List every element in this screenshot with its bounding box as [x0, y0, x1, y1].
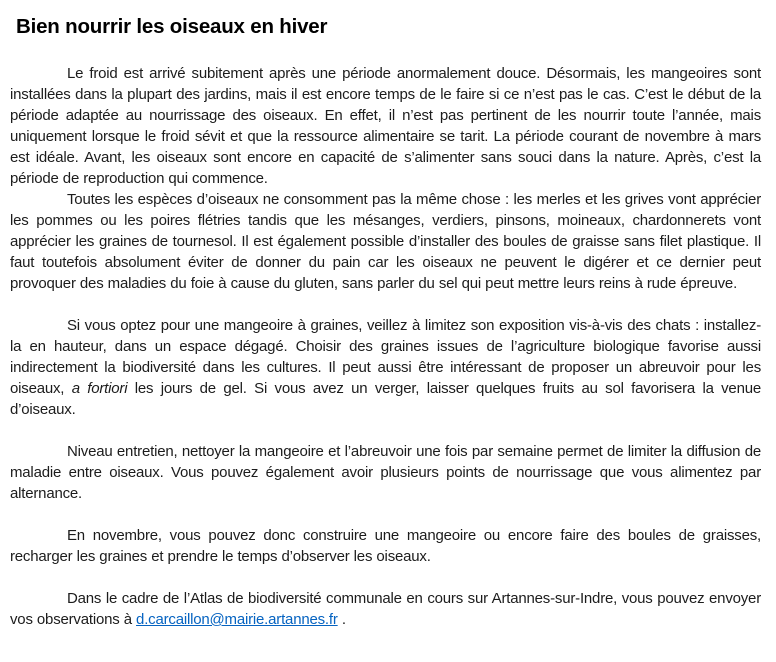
- paragraph-text: Si vous optez pour une mangeoire à graines, veillez à limitez son exposition vis-à-vis des chats : installez-la en hauteur, dans un espace dégagé. Choisir des graines issues de l’agriculture biologique favorise aussi indirectement la biodiversité dans les cultures. Il peut aussi être intéressant de proposer un abreuvoir pour les oiseaux,: [10, 317, 761, 397]
- page-title: Bien nourrir les oiseaux en hiver: [16, 15, 328, 38]
- paragraph: [10, 525, 761, 567]
- paragraph-text: Toutes les espèces d’oiseaux ne consomment pas la même chose : les merles et les grives vont apprécier les pommes ou les poires flétries tandis que les mésanges, verdiers, pinsons, moineaux, chardonnerets vont apprécier les graines de tournesol. Il est également possible d’installer des boules de graisse sans filet plastique. Il faut toutefois absolument éviter de donner du pain car les oiseaux ne peuvent le digérer et ce dernier peut provoquer des maladies du foie à cause du gluten, sans parler du sel qui peut mettre leurs reins à rude épreuve.: [10, 191, 761, 292]
- paragraph-text: Niveau entretien, nettoyer la mangeoire et l’abreuvoir une fois par semaine permet de limiter la diffusion de maladie entre oiseaux. Vous pouvez également avoir plusieurs points de nourrissage que vous alimentez par alternance.: [10, 443, 761, 502]
- paragraph: [10, 441, 761, 504]
- italic-text: a fortiori: [71, 380, 128, 397]
- paragraph-text: .: [337, 611, 346, 628]
- paragraph-text: Le froid est arrivé subitement après une période anormalement douce. Désormais, les mangeoires sont installées dans la plupart des jardins, mais il est encore temps de le faire si ce n’est pas le cas. C’est le début de la période adaptée au nourrissage des oiseaux. En effet, il n’est pas pertinent de les nourrir toute l’année, mais uniquement lorsque le froid sévit et que la ressource alimentaire se tarit. La période courant de novembre à mars est idéale. Avant, les oiseaux sont encore en capacité de s’alimenter sans souci dans la nature. Après, c’est la période de reproduction qui commence.: [10, 65, 761, 187]
- paragraph-text: les jours de gel. Si vous avez un verger, laisser quelques fruits au sol favorisera la venue d’oiseaux.: [10, 380, 762, 418]
- paragraph: [10, 588, 761, 630]
- email-link[interactable]: d.carcaillon@mairie.artannes.fr: [136, 611, 338, 628]
- paragraph: [10, 189, 761, 294]
- document-body: [10, 63, 761, 630]
- paragraph-text: En novembre, vous pouvez donc construire une mangeoire ou encore faire des boules de graisses, recharger les graines et prendre le temps d’observer les oiseaux.: [10, 527, 761, 565]
- paragraph-text: Dans le cadre de l’Atlas de biodiversité communale en cours sur Artannes-sur-Indre, vous pouvez envoyer vos observations à: [10, 590, 761, 628]
- paragraph: [10, 63, 761, 189]
- paragraph: [10, 315, 761, 420]
